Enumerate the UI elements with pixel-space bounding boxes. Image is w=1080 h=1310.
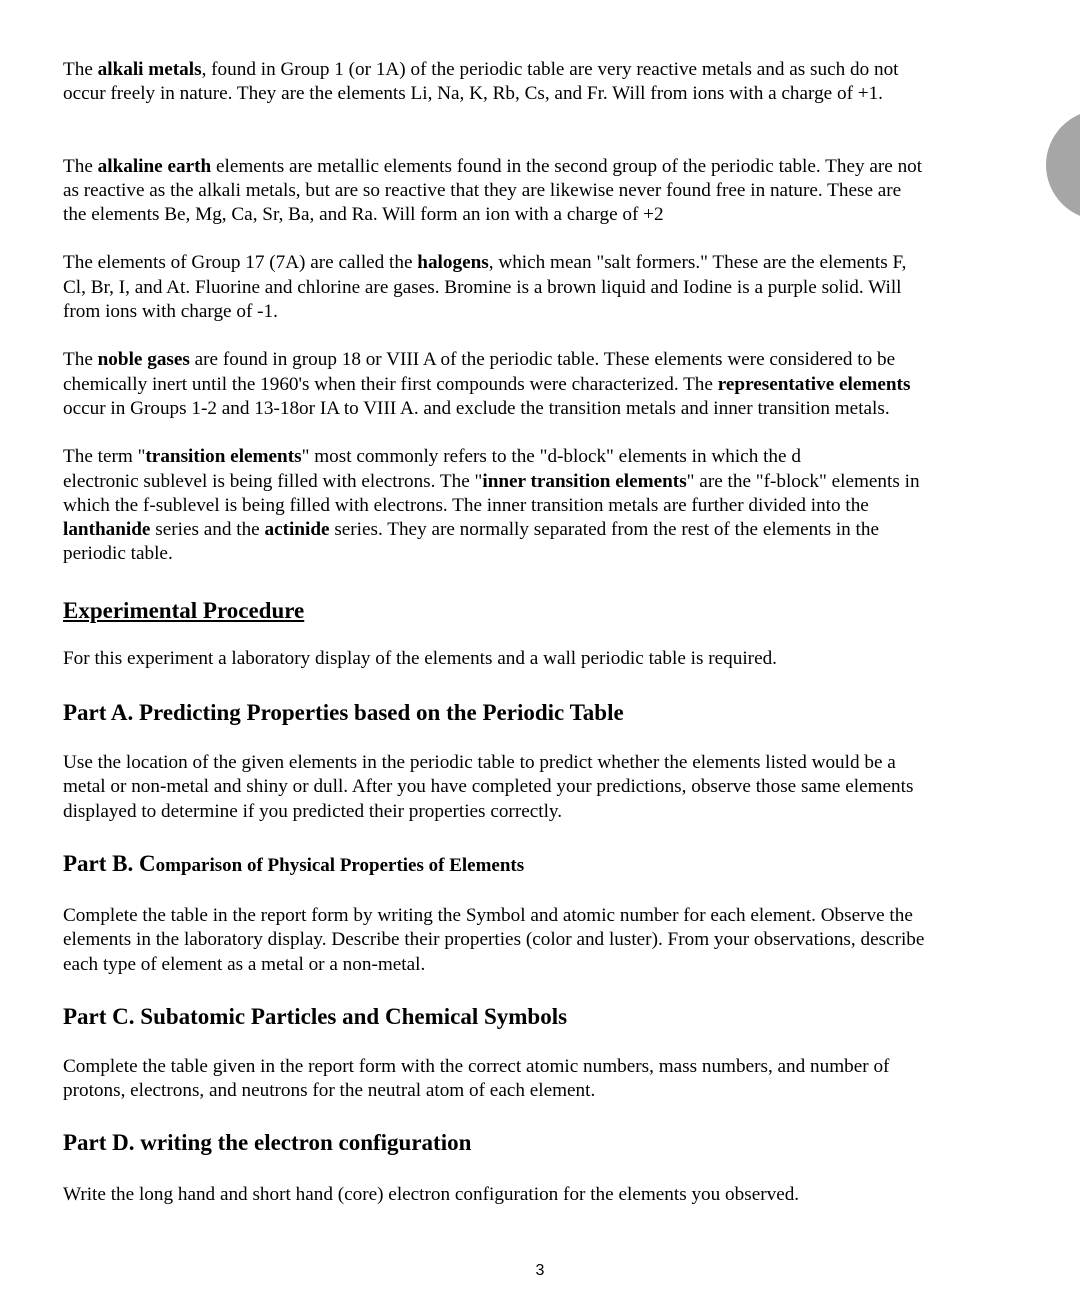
- section-heading-experimental-procedure: Experimental Procedure: [63, 597, 305, 623]
- part-b-text: Complete the table in the report form by writing the Symbol and atomic number for each element. Observe the elements in the laboratory display. Describe their properties (color and luster). From your observations, describe each type of element as a metal or a non-metal.: [63, 904, 925, 975]
- term-actinide: actinide: [264, 519, 330, 541]
- paragraph-noble-gases: The noble gases are found in group 18 or VIII A of the periodic table. These elements were considered to be chemically inert until the 1960's when their first compounds were characterized. The representative elements occur in Groups 1-2 and 13-18or IA to VIII A. and exclude the transition metals and inner transition metals.: [63, 349, 911, 419]
- side-tab-decoration: [1046, 110, 1080, 220]
- paragraph-alkali-metals: The alkali metals, found in Group 1 (or 1A) of the periodic table are very reactive metals and as such do not occur freely in nature. They are the elements Li, Na, K, Rb, Cs, and Fr. Will from ions with a charge of +1.: [63, 59, 899, 105]
- term-representative-elements: representative elements: [717, 373, 911, 395]
- part-c-text: Complete the table given in the report form with the correct atomic numbers, mass numbers, and number of protons, electrons, and neutrons for the neutral atom of each element.: [63, 1055, 890, 1102]
- part-d-text: Write the long hand and short hand (core) electron configuration for the elements you observed.: [63, 1184, 800, 1206]
- paragraph-alkaline-earth: The alkaline earth elements are metallic elements found in the second group of the periodic table. They are not as reactive as the alkali metals, but are so reactive that they are likewise never found free in nature. These are the elements Be, Mg, Ca, Sr, Ba, and Ra. Will form an ion with a charge of +2: [63, 155, 923, 226]
- part-a-heading: Part A. Predicting Properties based on the Periodic Table: [63, 700, 624, 726]
- part-a-text: Use the location of the given elements in the periodic table to predict whether the elements listed would be a metal or non-metal and shiny or dull. After you have completed your predictions, observe those same elements displayed to determine if you predicted their properties correctly.: [63, 752, 914, 822]
- procedure-intro: For this experiment a laboratory display of the elements and a wall periodic table is required.: [63, 647, 777, 669]
- term-halogens: halogens: [417, 252, 489, 274]
- part-d-heading: Part D. writing the electron configuration: [63, 1130, 472, 1156]
- part-c-heading: Part C. Subatomic Particles and Chemical Symbols: [63, 1003, 568, 1029]
- paragraph-transition-elements: The term "transition elements" most commonly refers to the "d-block" elements in which the d electronic sublevel is being filled with electrons. The "inner transition elements" are the "f-block" elements in which the f-sublevel is being filled with electrons. The inner transition metals are further divided into the lanthanide series and the actinide series. They are normally separated from the rest of the elements in the periodic table.: [63, 446, 920, 565]
- page-number: 3: [535, 1262, 545, 1279]
- term-lanthanide: lanthanide: [63, 519, 151, 541]
- document-page: [63, 58, 1023, 1208]
- term-alkaline-earth: alkaline earth: [97, 155, 212, 177]
- part-b-heading: Part B. Comparison of Physical Properties of Elements: [63, 850, 525, 876]
- paragraph-halogens: The elements of Group 17 (7A) are called the halogens, which mean "salt formers." These are the elements F, Cl, Br, I, and At. Fluorine and chlorine are gases. Bromine is a brown liquid and Iodine is a purple solid. Will from ions with charge of -1.: [63, 252, 907, 323]
- term-inner-transition-elements: inner transition elements: [482, 470, 687, 492]
- term-noble-gases: noble gases: [97, 349, 190, 371]
- term-transition-elements: transition elements: [145, 446, 302, 468]
- term-alkali-metals: alkali metals: [97, 59, 202, 80]
